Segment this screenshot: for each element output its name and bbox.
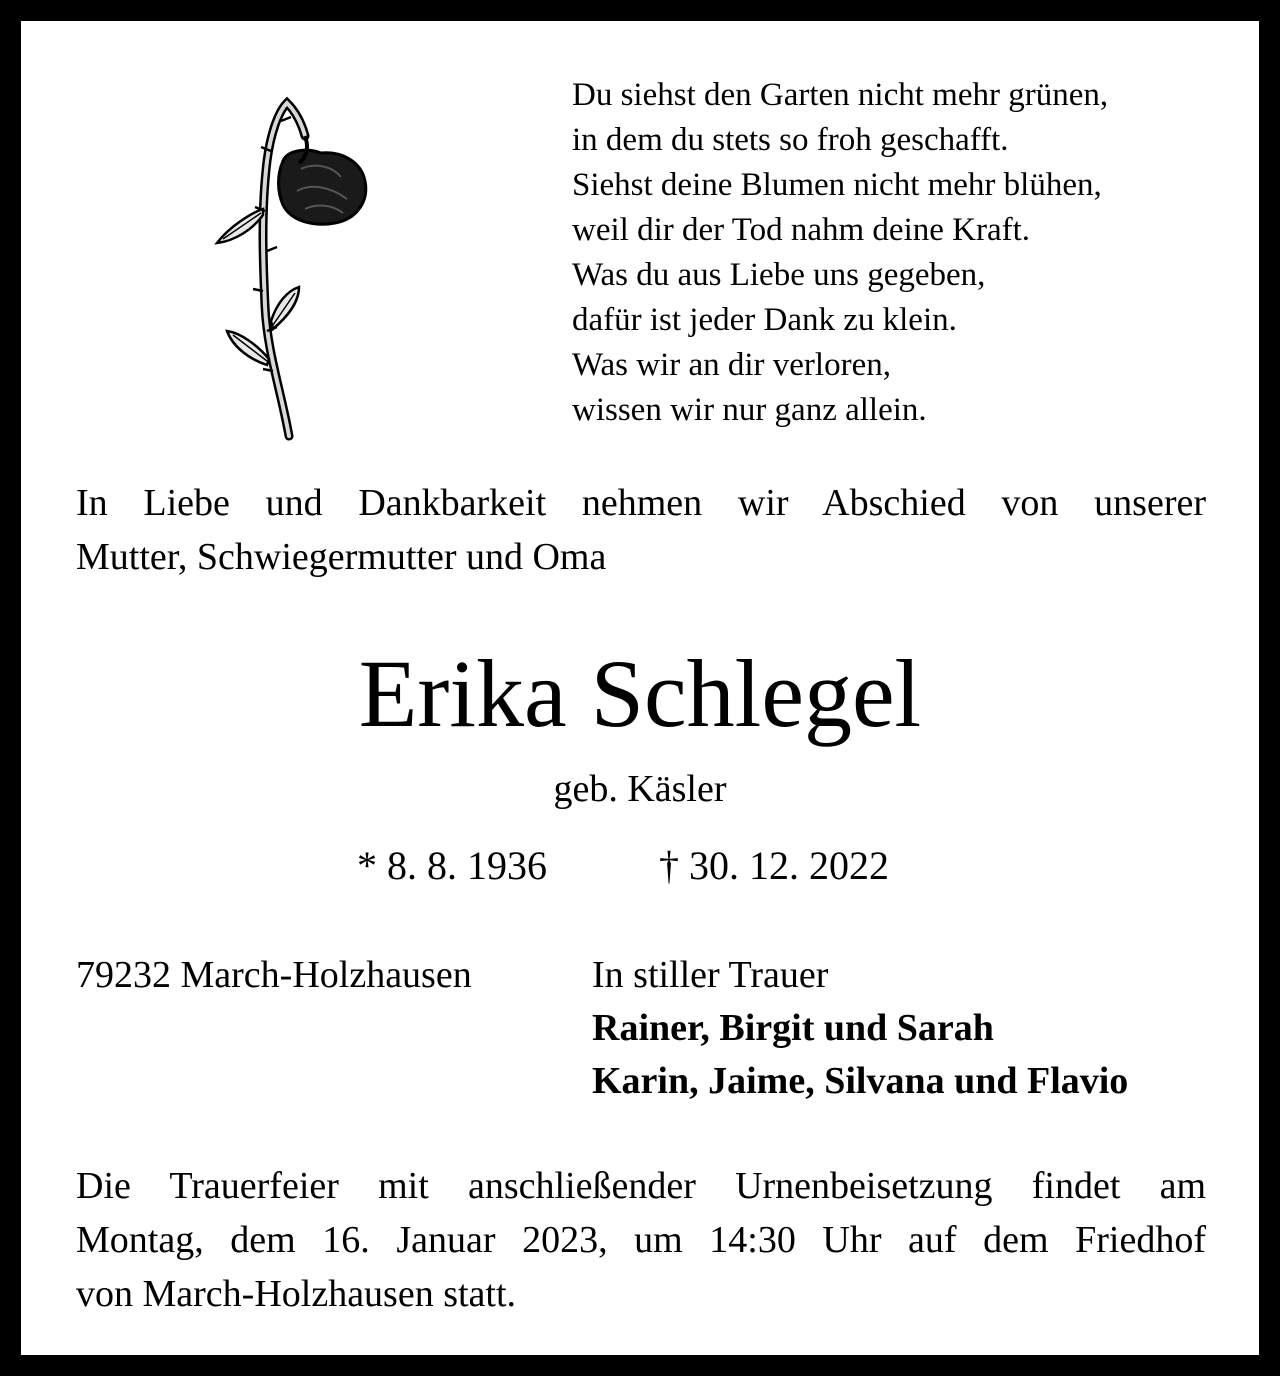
maiden-name: geb. Käsler	[553, 768, 727, 810]
wilted-rose-icon	[201, 91, 391, 451]
ceremony-line: Die Trauerfeier mit anschließender Urnenbeisetzung findet am	[76, 1165, 1206, 1207]
poem-line: Was wir an dir verloren,	[572, 347, 891, 383]
poem-line: dafür ist jeder Dank zu klein.	[572, 302, 957, 338]
ceremony-info	[76, 1159, 1206, 1321]
poem-line: Siehst deine Blumen nicht mehr blühen,	[572, 167, 1102, 203]
birth-date: * 8. 8. 1936	[357, 843, 547, 888]
place: 79232 March-Holzhausen	[76, 954, 472, 996]
mourners-heading: In stiller Trauer	[592, 954, 829, 996]
ceremony-line: von March-Holzhausen statt.	[76, 1273, 517, 1315]
poem-line: in dem du stets so froh geschafft.	[572, 122, 1009, 158]
poem-line: weil dir der Tod nahm deine Kraft.	[572, 212, 1031, 248]
mourners-family: Karin, Jaime, Silvana und Flavio	[592, 1060, 1129, 1102]
intro-line: Mutter, Schwiegermutter und Oma	[76, 536, 607, 578]
mourners	[592, 949, 1128, 1108]
intro-text	[76, 476, 1206, 584]
poem-line: Was du aus Liebe uns gegeben,	[572, 257, 986, 293]
ceremony-line: Montag, dem 16. Januar 2023, um 14:30 Uhr auf dem Friedhof	[76, 1219, 1206, 1261]
death-date: † 30. 12. 2022	[659, 843, 889, 888]
obituary-notice	[21, 21, 1259, 1355]
deceased-name: Erika Schlegel	[358, 640, 922, 747]
intro-line: In Liebe und Dankbarkeit nehmen wir Abschied von unserer	[76, 482, 1206, 524]
poem-line: Du siehst den Garten nicht mehr grünen,	[572, 77, 1109, 113]
poem	[572, 73, 1232, 433]
poem-line: wissen wir nur ganz allein.	[572, 392, 927, 428]
mourners-family: Rainer, Birgit und Sarah	[592, 1007, 994, 1049]
